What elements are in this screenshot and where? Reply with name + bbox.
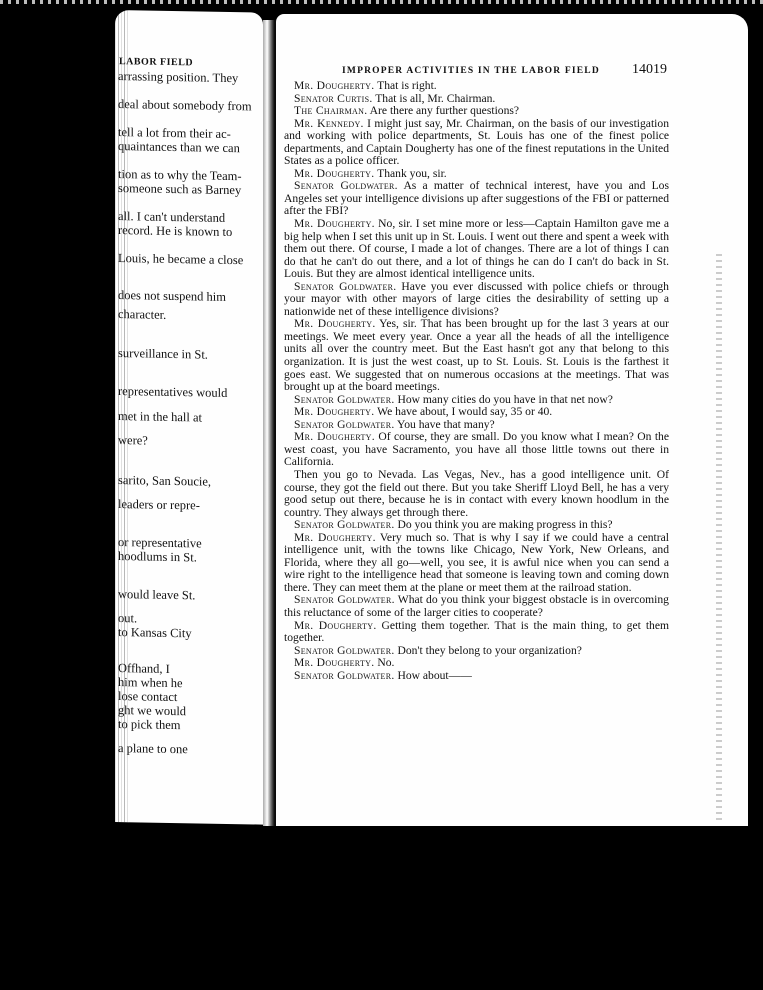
speaker-name: Mr. Dougherty. bbox=[294, 79, 375, 92]
left-text-line: to Kansas City bbox=[118, 625, 192, 641]
speaker-name: Senator Goldwater. bbox=[294, 593, 395, 607]
speaker-name: Senator Goldwater. bbox=[294, 417, 395, 431]
speaker-name: Mr. Dougherty. bbox=[294, 166, 375, 180]
speech-text: You have that many? bbox=[394, 417, 495, 431]
left-text-line: arrassing position. They bbox=[118, 69, 239, 86]
testimony-paragraph bbox=[284, 469, 669, 519]
speech-text: No, sir. I set mine more or less—Captain Hamilton gave me a big help when I set this unit up in St. Louis. I went out there and spent a week with them out there. Of course, I made a lot of changes. There are a lot of things I can do that he can't do out there, and a lot of things he can do I can't do back in St. Louis. But they are almost identical intelligence units. bbox=[284, 217, 669, 281]
speech-text: Getting them together. That is the main thing, to get them together. bbox=[284, 618, 670, 645]
speaker-name: Mr. Dougherty. bbox=[294, 618, 377, 632]
testimony-paragraph bbox=[284, 620, 669, 645]
left-text-line: tion as to why the Team- bbox=[118, 167, 242, 184]
speech-text: Yes, sir. That has been brought up for the last 3 years at our meetings. We meet every year. Once a year all the heads of all the intelligence units all over the country meet. But the East hasn't got any that belong to this organization. It is just the west coast, up to St. Louis. St. Louis is the farthest it goes east. We suggested that on numerous occasions at the meetings. That was brought up at the board meetings. bbox=[284, 317, 669, 394]
left-text-line: to pick them bbox=[118, 717, 181, 733]
speech-text: Thank you, sir. bbox=[374, 166, 447, 180]
page-number: 14019 bbox=[632, 62, 667, 77]
left-text-line: ght we would bbox=[118, 703, 187, 719]
speaker-name: Mr. Dougherty. bbox=[294, 430, 375, 444]
speech-text: Do you think you are making progress in this? bbox=[394, 518, 613, 532]
speech-text: What do you think your biggest obstacle is in overcoming this reluctance of some of the larger cities to cooperate? bbox=[284, 593, 669, 619]
speech-text: How many cities do you have in that net now? bbox=[394, 392, 613, 406]
speech-text: I might just say, Mr. Chairman, on the basis of our investigation and working with police departments, St. Louis has one of the finest police departments, and Captain Dougherty has one of the finest reputations in the United States as a police officer. bbox=[284, 116, 669, 168]
left-text-line: were? bbox=[118, 433, 148, 448]
speech-text: That is all, Mr. Chairman. bbox=[372, 91, 496, 105]
left-text-line: all. I can't understand bbox=[118, 209, 226, 225]
speech-text: Don't they belong to your organization? bbox=[394, 643, 582, 657]
speaker-name: Senator Goldwater. bbox=[294, 392, 395, 406]
speech-text: How about—— bbox=[394, 668, 472, 682]
left-text-line: tell a lot from their ac- bbox=[118, 125, 231, 142]
speaker-name: Senator Goldwater. bbox=[294, 179, 398, 193]
scan-border bbox=[0, 0, 763, 4]
speech-text: As a matter of technical interest, have you and Los Angeles set your intelligence divisions up after suggestions of the FBI or patterned after the FBI? bbox=[284, 179, 669, 218]
speaker-name: The Chairman. bbox=[294, 104, 368, 118]
left-text-line: does not suspend him bbox=[118, 288, 226, 304]
testimony-text bbox=[284, 80, 669, 682]
left-text-line: met in the hall at bbox=[118, 409, 203, 425]
speaker-name: Mr. Dougherty. bbox=[294, 405, 375, 419]
testimony-paragraph bbox=[284, 118, 669, 168]
speech-text: Then you go to Nevada. Las Vegas, Nev., has a good intelligence unit. Of course, they got the field out there. But you take Sheriff Lloyd Bell, he has a very good setup out there, because he is in contact with every known hoodlum in the country. They always get through there. bbox=[284, 467, 669, 519]
page-edge bbox=[716, 254, 722, 824]
speaker-name: Mr. Dougherty. bbox=[294, 656, 375, 670]
speech-text: Very much so. That is why I say if we could have a central intelligence unit, with the towns like Chicago, New York, New Orleans, and Florida, where they all go—well, you see, it is awful nice when you can send a wire right to the intelligence head that someone is leaving town and coming down there. They can meet them at the plane or meet them at the railroad station. bbox=[284, 530, 670, 594]
speaker-name: Senator Goldwater. bbox=[294, 518, 395, 532]
left-text-line: hoodlums in St. bbox=[118, 549, 197, 565]
speaker-name: Senator Curtis. bbox=[294, 91, 373, 105]
speaker-name: Mr. Dougherty. bbox=[294, 317, 376, 331]
speech-text: We have about, I would say, 35 or 40. bbox=[374, 405, 553, 419]
speech-text: No. bbox=[374, 656, 395, 670]
right-page bbox=[276, 14, 748, 826]
left-text-line: out. bbox=[118, 611, 138, 626]
left-text-line: leaders or repre- bbox=[118, 497, 200, 513]
running-head: IMPROPER ACTIVITIES IN THE LABOR FIELD bbox=[342, 66, 600, 76]
speech-text: That is right. bbox=[374, 79, 437, 92]
testimony-paragraph bbox=[284, 532, 669, 595]
speech-text: Are there any further questions? bbox=[367, 104, 520, 118]
speaker-name: Senator Goldwater. bbox=[294, 668, 395, 682]
testimony-paragraph bbox=[284, 281, 669, 319]
testimony-paragraph bbox=[284, 431, 669, 469]
left-text-line: lose contact bbox=[118, 689, 178, 705]
left-text-line: record. He is known to bbox=[118, 223, 233, 240]
left-text-line: a plane to one bbox=[118, 741, 188, 757]
speech-text: Have you ever discussed with police chiefs or through your mayor with other mayors of large cities the desirability of setting up a nationwide net of these intelligence divisions? bbox=[284, 279, 669, 318]
testimony-paragraph bbox=[284, 594, 669, 619]
left-page bbox=[115, 10, 263, 825]
left-text-line: surveillance in St. bbox=[118, 346, 208, 362]
testimony-paragraph bbox=[284, 318, 669, 393]
left-text-line: would leave St. bbox=[118, 587, 196, 603]
left-text-line: quaintances than we can bbox=[118, 139, 240, 156]
left-running-head: LABOR FIELD bbox=[119, 56, 194, 69]
speaker-name: Senator Goldwater. bbox=[294, 279, 397, 293]
left-text-line: character. bbox=[118, 307, 167, 322]
left-text-line: him when he bbox=[118, 675, 183, 691]
left-text-line: representatives would bbox=[118, 384, 228, 400]
speaker-name: Mr. Dougherty. bbox=[294, 217, 375, 231]
speaker-name: Mr. Kennedy. bbox=[294, 116, 364, 130]
speaker-name: Mr. Dougherty. bbox=[294, 530, 376, 544]
speaker-name: Senator Goldwater. bbox=[294, 643, 395, 657]
speech-text: Of course, they are small. Do you know what I mean? On the west coast, you have Sacramento, you have all those little towns out there in California. bbox=[284, 430, 669, 469]
testimony-paragraph bbox=[284, 670, 669, 683]
left-text-line: someone such as Barney bbox=[118, 181, 242, 198]
testimony-paragraph bbox=[284, 180, 669, 218]
left-text-line: or representative bbox=[118, 535, 202, 551]
book-spine bbox=[263, 20, 277, 826]
left-text-line: sarito, San Soucie, bbox=[118, 473, 212, 489]
left-text-line: Louis, he became a close bbox=[118, 251, 244, 268]
testimony-paragraph bbox=[284, 218, 669, 281]
left-text-line: Offhand, I bbox=[118, 661, 170, 676]
left-text-line: deal about somebody from bbox=[118, 97, 252, 114]
